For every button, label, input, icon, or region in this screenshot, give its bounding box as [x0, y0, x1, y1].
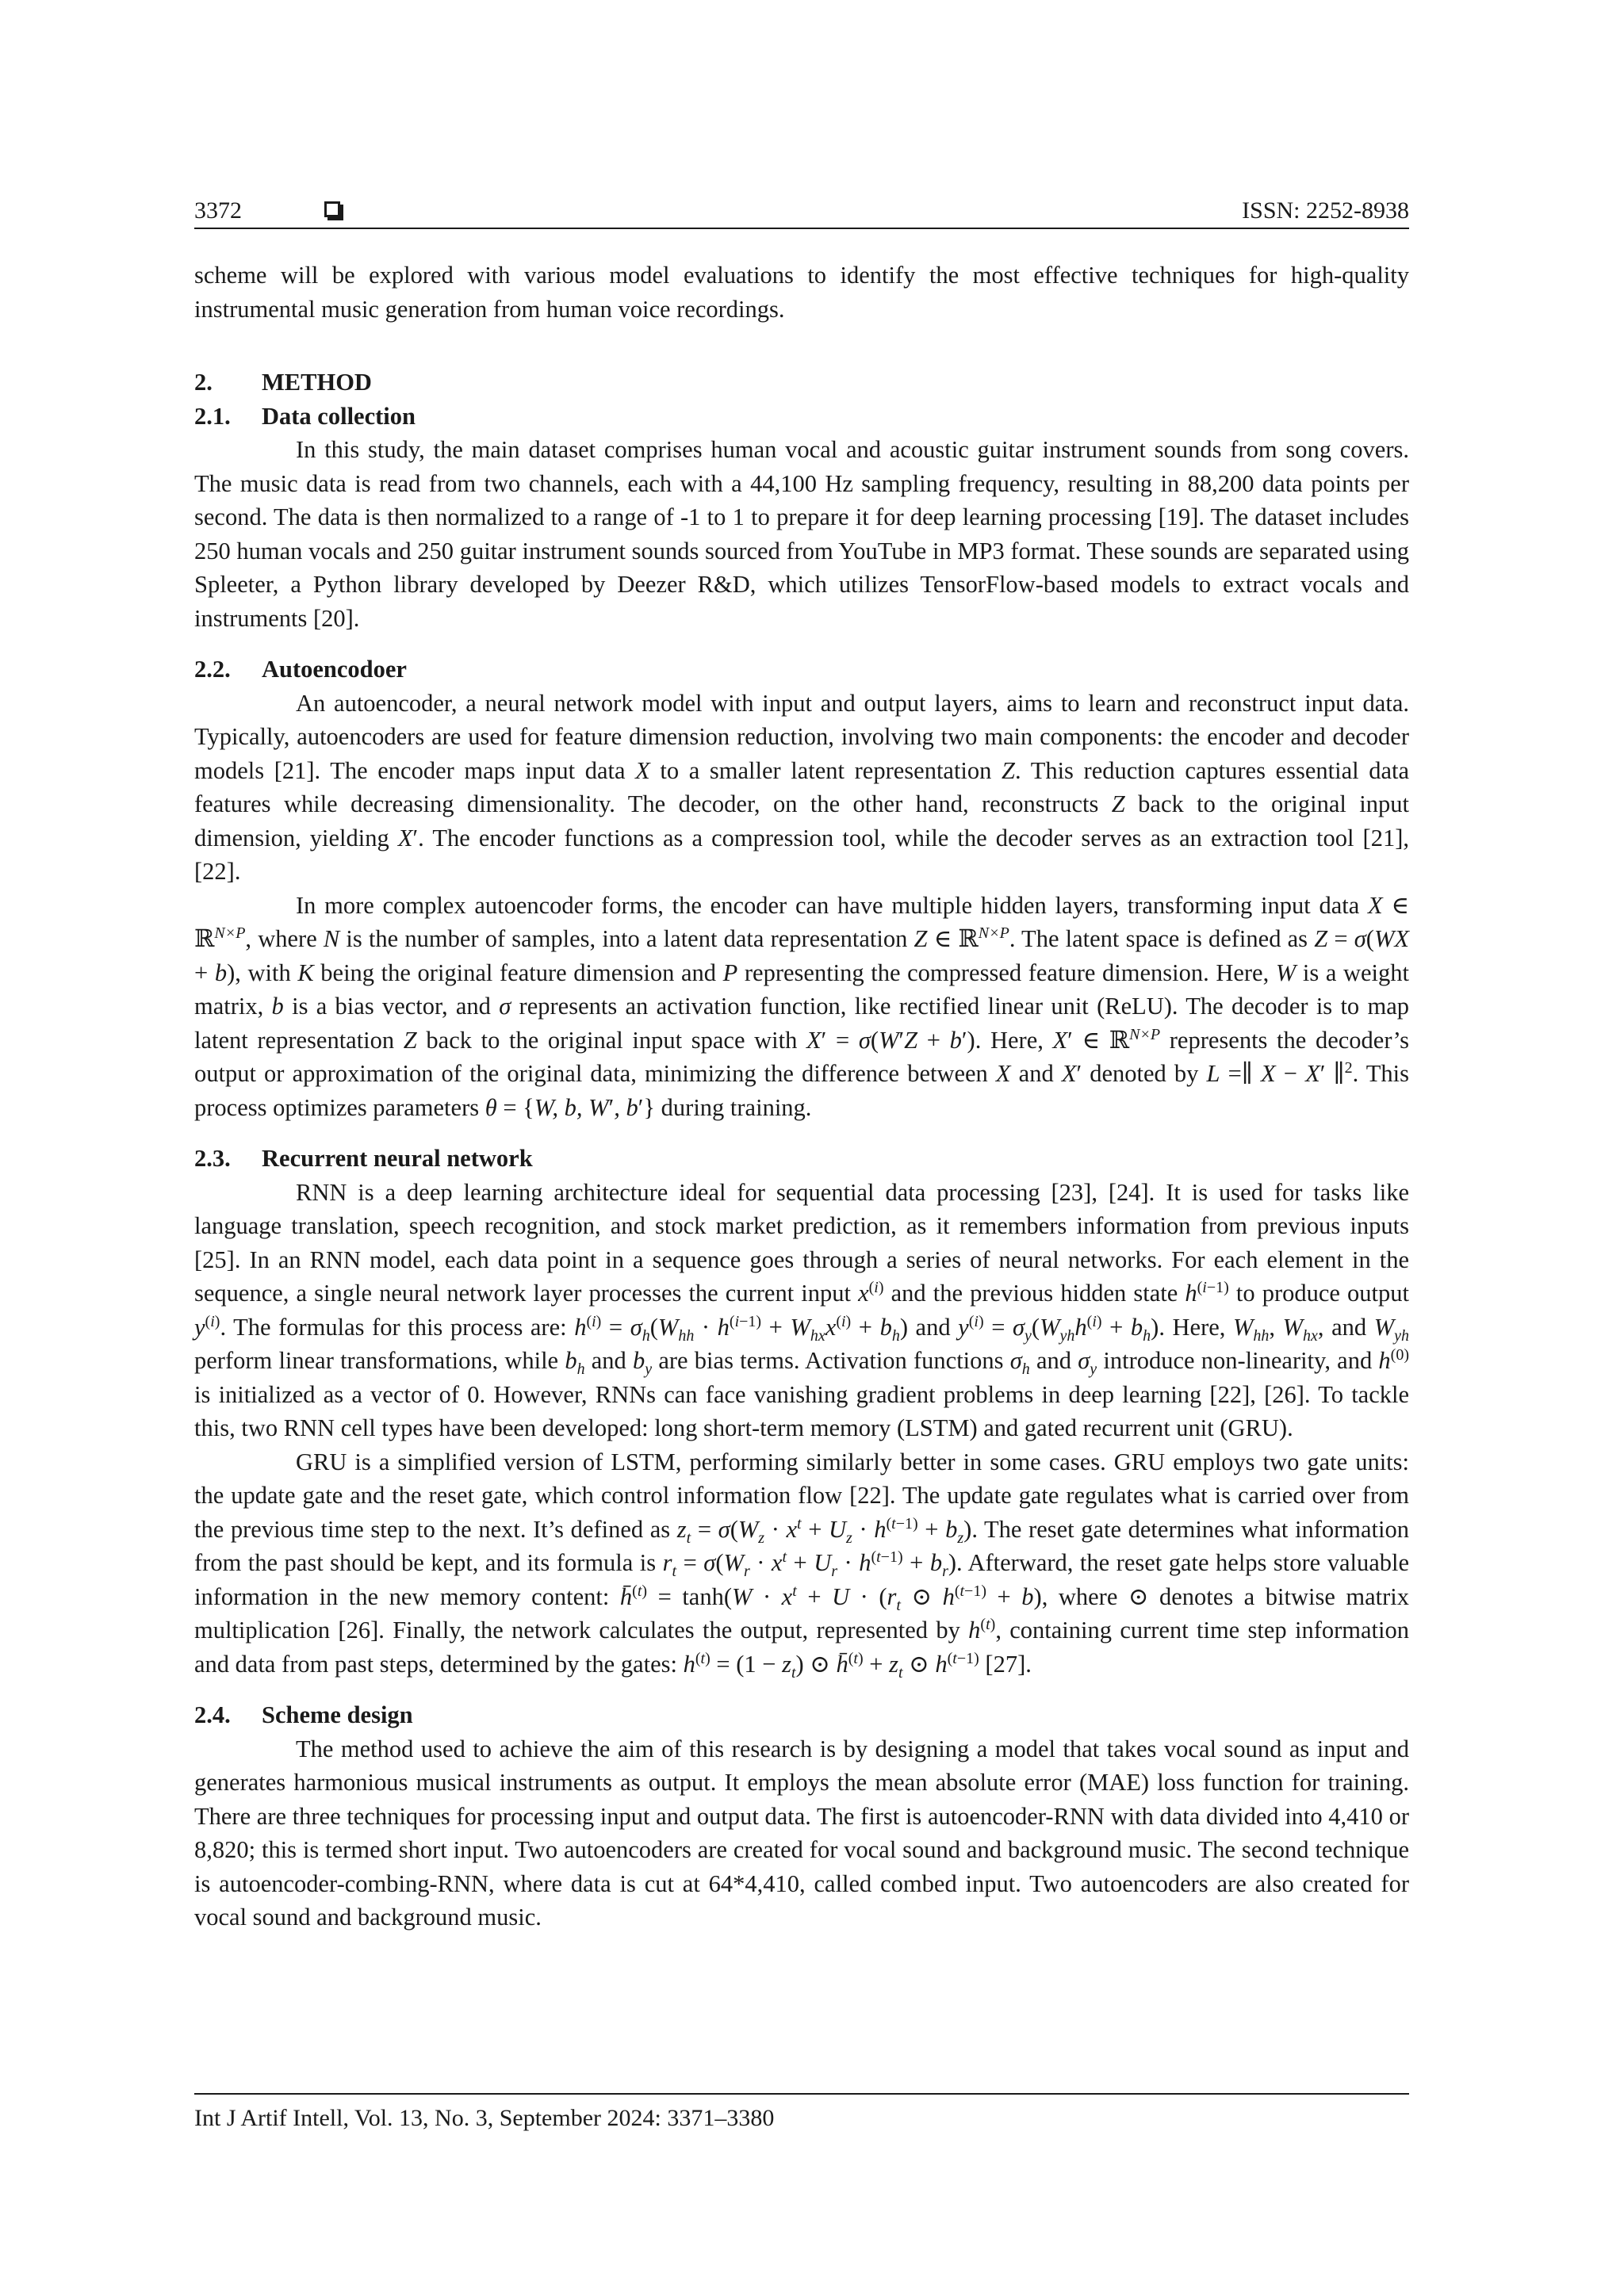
- paragraph-scheme-design: The method used to achieve the aim of this research is by designing a model that takes vocal sound as input and generates harmonious musical instruments as output. It employs the mean absolute error (MAE) loss function for training. There are three techniques for processing input and output data. The first is autoencoder-RNN with data divided into 4,410 or 8,820; this is termed short input. Two autoencoders are created for vocal sound and background music. The second technique is autoencoder-combing-RNN, where data is cut at 64*4,410, called combed input. Two autoencoders are also created for vocal sound and background music.: [194, 1735, 1409, 1931]
- section-heading-method: 2. METHOD: [194, 369, 372, 396]
- subsection-heading-rnn: 2.3. Recurrent neural network: [194, 1145, 533, 1172]
- intro-paragraph-tail: scheme will be explored with various model evaluations to identify the most effective techniques for high-quality instrumental music generation from human voice recordings.: [194, 262, 1409, 323]
- journal-citation: Int J Artif Intell, Vol. 13, No. 3, September 2024: 3371–3380: [194, 2105, 775, 2131]
- header-rule: [194, 228, 1409, 229]
- subsection-heading-scheme-design: 2.4. Scheme design: [194, 1701, 413, 1728]
- paragraph-rnn-1: RNN is a deep learning architecture ideal for sequential data processing [23], [24]. It is used for tasks like language translation, speech recognition, and stock market prediction, as it remembers information from previous inputs [25]. In an RNN model, each data point in a sequence goes through a series of neural networks. For each element in the sequence, a single neural network layer processes the current input $x^{(i)}$ and the previous hidden state $h^{(i-1)}$ to produce output $y^{(i)}$. The formulas for this process are: $h^{(i)} = \sigma_h(W_{hh} \cdot h^{(i-1)} + W_{hx}x^{(i)} + b_h)$ and $y^{(i)} = \sigma_y(W_{yh}h^{(i)} + b_h)$. Here, $W_{hh}$, $W_{hx}$, and $W_{yh}$ perform linear transformations, while $b_h$ and $b_y$ are bias terms. Activation functions $\sigma_h$ and $\sigma_y$ introduce non-linearity, and $h^{(0)}$ is initialized as a vector of 0. However, RNNs can face vanishing gradient problems in deep learning [22], [26]. To tackle this, two RNN cell types have been developed: long short-term memory (LSTM) and gated recurrent unit (GRU).: [194, 1178, 1410, 1441]
- paragraph-rnn-2: GRU is a simplified version of LSTM, performing similarly better in some cases. GRU employs two gate units: the update gate and the reset gate, which control information flow [22]. The update gate regulates what is carried over from the previous time step to the next. It’s defined as $z_t = \sigma(W_z \cdot x^t + U_z \cdot h^{(t-1)} + b_z)$. The reset gate determines what information from the past should be kept, and its formula is $r_t = \sigma(W_r \cdot x^t + U_r \cdot h^{(t-1)} + b_r)$. Afterward, the reset gate helps store valuable information in the new memory content: h̄$^{(t)}$ = $\tanh(W \cdot x^t + U \cdot (r_t$ ⊙ $h^{(t-1)} + b$), where ⊙ denotes a bitwise matrix multiplication [26]. Finally, the network calculates the output, represented by $h^{(t)}$, containing current time step information and data from past steps, determined by the gates: $h^{(t)} = (1 - z_t)$ ⊙ h̄$^{(t)}$ + $z_t$ ⊙ $h^{(t-1)}$ [27].: [194, 1448, 1410, 1682]
- paragraph-autoencoder-2: In more complex autoencoder forms, the encoder can have multiple hidden layers, transforming input data X ∈ ℝ$^{N\times P}$, where N is the number of samples, into a latent data representation Z ∈ ℝ$^{N\times P}$. The latent space is defined as Z = σ(WX + b), with K being the original feature dimension and P representing the compressed feature dimension. Here, W is a weight matrix, b is a bias vector, and σ represents an activation function, like rectified linear unit (ReLU). The decoder is to map latent representation Z back to the original input space with X′ = σ(W′Z + b′). Here, X′ ∈ ℝ$^{N\times P}$ represents the decoder’s output or approximation of the original data, minimizing the difference between X and X′ denoted by L =∥ X − X′ ∥$^2$. This process optimizes parameters θ = {W, b, W′, b′} during training.: [194, 891, 1409, 1121]
- square-box-icon: [324, 201, 340, 217]
- body-text: [194, 258, 1409, 1934]
- issn: ISSN: 2252-8938: [1242, 197, 1409, 224]
- subsection-heading-data-collection: 2.1. Data collection: [194, 402, 416, 430]
- paragraph-data-collection: In this study, the main dataset comprises human vocal and acoustic guitar instrument sounds from song covers. The music data is read from two channels, each with a 44,100 Hz sampling frequency, resulting in 88,200 data points per second. The data is then normalized to a range of -1 to 1 to prepare it for deep learning processing [19]. The dataset includes 250 human vocals and 250 guitar instrument sounds sourced from YouTube in MP3 format. These sounds are separated using Spleeter, a Python library developed by Deezer R&D, which utilizes TensorFlow-based models to extract vocals and instruments [20].: [194, 436, 1409, 632]
- page-header: [194, 195, 1409, 227]
- paragraph-autoencoder-1: An autoencoder, a neural network model with input and output layers, aims to learn and reconstruct input data. Typically, autoencoders are used for feature dimension reduction, involving two main components: the encoder and decoder models [21]. The encoder maps input data X to a smaller latent representation Z. This reduction captures essential data features while decreasing dimensionality. The decoder, on the other hand, reconstructs Z back to the original input dimension, yielding X′. The encoder functions as a compression tool, while the decoder serves as an extraction tool [21], [22].: [194, 689, 1409, 885]
- subsection-heading-autoencoder: 2.2. Autoencodoer: [194, 656, 407, 683]
- page-number: 3372: [194, 197, 242, 224]
- footer-rule: [194, 2093, 1409, 2095]
